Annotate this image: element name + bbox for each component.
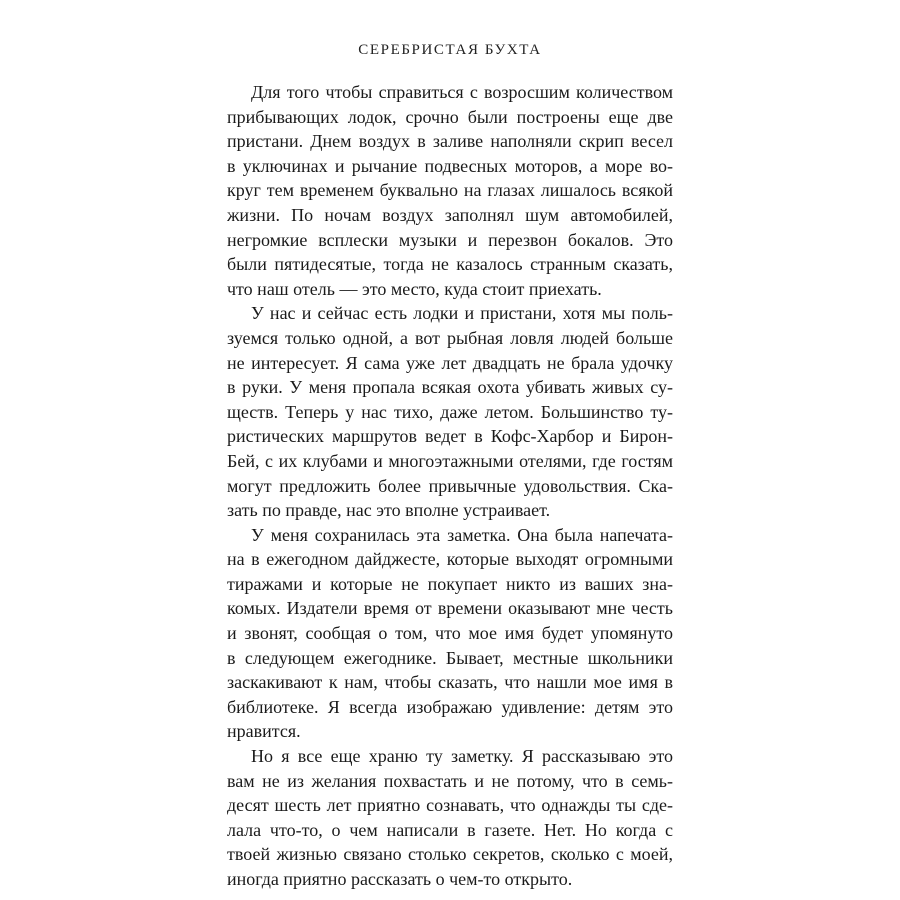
text-line: тиражами и которые не покупает никто из ваших зна- [227, 573, 673, 594]
body-text [227, 80, 673, 892]
text-line: иногда приятно рассказать о чем-то открыто. [227, 869, 573, 889]
text-line: ристических маршрутов ведет в Кофс-Харбор и Бирон- [227, 426, 673, 447]
text-line: жизни. По ночам воздух заполнял шум автомобилей, [227, 204, 673, 225]
paragraph [227, 301, 673, 522]
text-line: круг тем временем буквально на глазах лишалось всякой [227, 180, 673, 201]
text-line: Бей, с их клубами и многоэтажными отелями, где гостям [227, 450, 673, 471]
running-head: СЕРЕБРИСТАЯ БУХТА [358, 42, 542, 58]
text-line: в следующем ежегоднике. Бывает, местные школьники [227, 647, 673, 668]
paragraph [227, 744, 673, 892]
text-line: десят шесть лет приятно сознавать, что однажды ты сде- [227, 795, 673, 816]
text-line: твоей жизнью связано столько секретов, сколько с моей, [227, 844, 673, 865]
text-line: У меня сохранилась эта заметка. Она была напечата- [251, 524, 673, 545]
paragraph [227, 80, 673, 301]
text-line: в руки. У меня пропала всякая охота убивать живых су- [227, 377, 673, 398]
text-line: Но я все еще храню ту заметку. Я рассказываю это [251, 746, 673, 767]
text-line: и звонят, сообщая о том, что мое имя будет упомянуто [227, 623, 673, 644]
text-line: что наш отель — это место, куда стоит приехать. [227, 278, 602, 299]
text-line: Для того чтобы справиться с возросшим количеством [251, 82, 673, 102]
text-line: пристани. Днем воздух в заливе наполняли скрип весел [227, 131, 673, 152]
text-line: нравится. [227, 721, 301, 742]
text-line: были пятидесятые, тогда не казалось странным сказать, [227, 254, 673, 275]
text-line: прибывающих лодок, срочно были построены еще две [227, 106, 673, 127]
text-line: комых. Издатели время от времени оказывают мне честь [227, 598, 673, 619]
paragraph [227, 523, 673, 744]
text-line: зать по правде, нас это вполне устраивает. [227, 500, 551, 521]
text-line: вам не из желания похвастать и не потому, что в семь- [227, 770, 673, 791]
text-line: заскакивают к нам, чтобы сказать, что нашли мое имя в [227, 672, 673, 693]
text-line: библиотеке. Я всегда изображаю удивление: детям это [227, 696, 673, 717]
text-line: зуемся только одной, а вот рыбная ловля людей больше [227, 327, 673, 348]
text-line: негромкие всплески музыки и перезвон бокалов. Это [227, 229, 673, 250]
text-line: У нас и сейчас есть лодки и пристани, хотя мы поль- [251, 303, 673, 324]
text-line: на в ежегодном дайджесте, которые выходят огромными [227, 549, 673, 570]
text-line: не интересует. Я сама уже лет двадцать не брала удочку [227, 352, 673, 373]
text-line: в уключинах и рычание подвесных моторов, а море во- [227, 155, 673, 176]
text-line: могут предложить более привычные удовольствия. Ска- [227, 475, 673, 496]
text-line: лала что-то, о чем написали в газете. Нет. Но когда с [227, 819, 673, 840]
text-line: ществ. Теперь у нас тихо, даже летом. Большинство ту- [227, 401, 673, 422]
